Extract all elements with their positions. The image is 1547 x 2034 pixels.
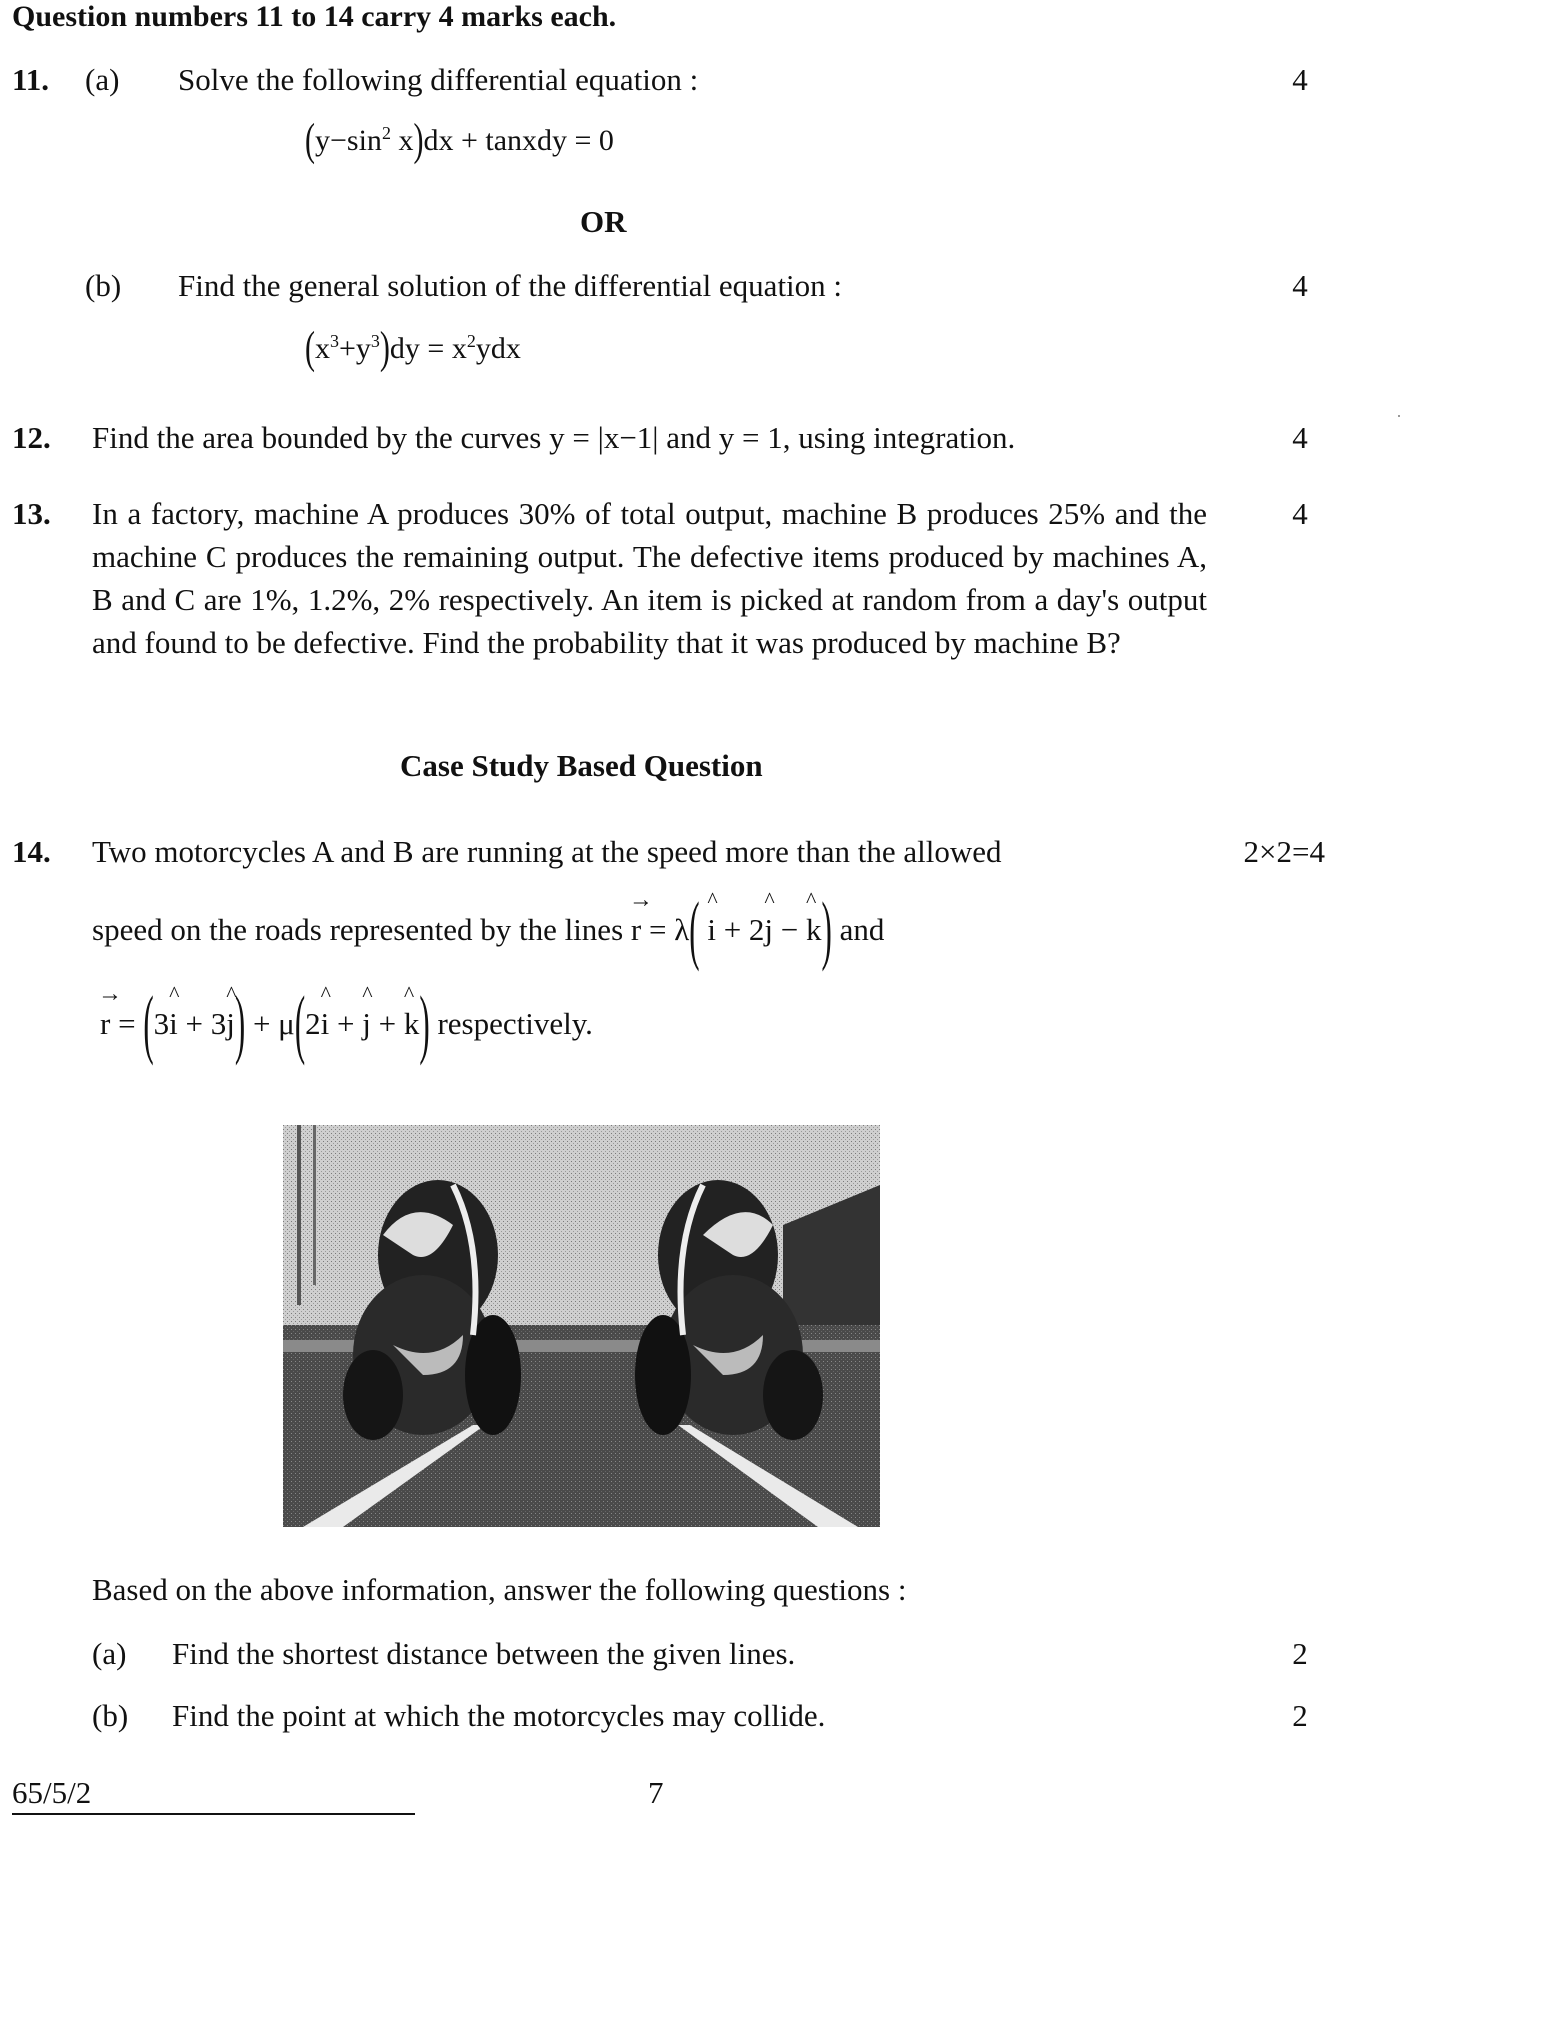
eq-term: + (378, 1006, 397, 1041)
section-instruction: Question numbers 11 to 14 carry 4 marks each. (12, 0, 617, 33)
paren-open: ( (143, 979, 154, 1067)
q12-text-after: and y = 1, using integration. (666, 420, 1016, 455)
unit-vector-k (403, 981, 420, 1042)
paren-close: ) (419, 979, 430, 1067)
paren-open: ( (305, 115, 315, 165)
scan-speck (1398, 415, 1400, 417)
eq-term: j (362, 1006, 371, 1041)
eq-term: −sin (330, 124, 382, 157)
q14-marks: 2×2=4 (1243, 834, 1325, 869)
hat-icon: ^ (806, 887, 817, 912)
eq-term: and (839, 912, 885, 947)
q14-part-b-text: Find the point at which the motorcycles may collide. (172, 1698, 826, 1733)
paper-code: 65/5/2 (12, 1775, 92, 1810)
paren-open: ( (294, 979, 306, 1067)
q12-marks: 4 (1292, 420, 1308, 455)
eq-term: = λ (648, 912, 690, 947)
eq-term: i (169, 1006, 178, 1041)
eq-term: i (707, 912, 716, 947)
q14-part-a-label: (a) (92, 1636, 127, 1671)
eq-term: y (315, 124, 330, 157)
eq-term: x (390, 124, 414, 157)
vector-arrow-icon: → (628, 887, 653, 913)
case-study-heading: Case Study Based Question (400, 748, 763, 783)
question-number-13: 13. (12, 496, 51, 531)
vector-r (628, 887, 653, 948)
vector-arrow-icon: → (98, 981, 122, 1007)
q14-line2 (92, 885, 885, 973)
hat-icon: ^ (362, 981, 373, 1006)
eq-term: + 2 (723, 912, 765, 947)
eq-term: x (315, 332, 330, 365)
motorcycles-image (283, 1125, 880, 1527)
q11-b-marks: 4 (1292, 268, 1308, 303)
eq-term: k (806, 912, 822, 947)
q12-text (92, 420, 1015, 456)
q14-line2-text: speed on the roads represented by the lines (92, 912, 624, 947)
q13-marks: 4 (1292, 496, 1308, 531)
eq-term: 3 (153, 1006, 170, 1041)
hat-icon: ^ (320, 981, 331, 1006)
or-divider: OR (580, 204, 627, 239)
hat-icon: ^ (226, 981, 237, 1006)
q14-line1: Two motorcycles A and B are running at the speed more than the allowed (92, 834, 1002, 869)
eq-term: j (226, 1006, 235, 1041)
q11-part-a-text: Solve the following differential equation : (178, 62, 699, 97)
q12-text-before: Find the area bounded by the curves (92, 420, 542, 455)
unit-vector-j (362, 981, 373, 1042)
eq-term: dx + tanxdy = 0 (423, 124, 614, 157)
unit-vector-k (806, 887, 822, 948)
q12-curve: y = |x−1| (549, 420, 659, 455)
question-number-11: 11. (12, 62, 50, 97)
footer-rule (12, 1813, 415, 1815)
eq-term: − (780, 912, 799, 947)
eq-exponent: 2 (381, 123, 391, 144)
eq-exponent: 3 (330, 331, 339, 352)
paren-open: ( (305, 323, 315, 373)
q11-part-b-label: (b) (85, 268, 122, 303)
unit-vector-j (764, 887, 775, 948)
eq-term: + 3 (185, 1006, 227, 1041)
unit-vector-i (169, 981, 180, 1042)
eq-exponent: 2 (466, 331, 476, 352)
hat-icon: ^ (169, 981, 180, 1006)
q14-part-a-text: Find the shortest distance between the given lines. (172, 1636, 796, 1671)
eq-term: 2 (305, 1006, 321, 1041)
eq-term: k (403, 1006, 420, 1041)
hat-icon: ^ (764, 887, 775, 912)
q14-part-b-label: (b) (92, 1698, 129, 1733)
eq-term: dy = x (389, 332, 467, 365)
paren-close: ) (234, 979, 246, 1067)
eq-term: + (337, 1006, 355, 1041)
page-number: 7 (648, 1775, 664, 1810)
eq-term: respectively. (437, 1006, 593, 1041)
q11-a-equation (305, 115, 614, 165)
question-number-14: 14. (12, 834, 51, 869)
paren-close: ) (379, 323, 390, 373)
q14-line3 (98, 979, 593, 1067)
eq-term: ydx (475, 332, 521, 365)
question-number-12: 12. (12, 420, 51, 455)
eq-term: j (764, 912, 774, 947)
eq-term: i (320, 1006, 330, 1041)
eq-term: + μ (252, 1006, 295, 1041)
q14-part-b-marks: 2 (1292, 1698, 1308, 1733)
q14-prompt: Based on the above information, answer the following questions : (92, 1572, 907, 1607)
hat-icon: ^ (707, 887, 718, 912)
eq-term: +y (339, 332, 371, 365)
q11-a-marks: 4 (1292, 62, 1308, 97)
paren-close: ) (821, 885, 832, 973)
unit-vector-i (320, 981, 331, 1042)
motorcycles-figure (283, 1125, 880, 1527)
hat-icon: ^ (403, 981, 415, 1006)
unit-vector-j (226, 981, 237, 1042)
eq-term: r (100, 1006, 111, 1041)
q11-part-a-label: (a) (85, 62, 120, 97)
q11-part-b-text: Find the general solution of the differential equation : (178, 268, 843, 303)
q14-part-a-marks: 2 (1292, 1636, 1308, 1671)
q13-text: In a factory, machine A produces 30% of total output, machine B produces 25% and the machine C produces the remaining output. The defective items produced by machines A, B and C are 1%, 1.2%, 2% respectively. An item is picked at random from a day's output and found to be defective. Find the probability that it was produced by machine B? (92, 496, 1207, 660)
eq-term: = (118, 1006, 136, 1041)
q11-b-equation (305, 323, 521, 373)
eq-exponent: 3 (370, 331, 380, 352)
unit-vector-i (707, 887, 718, 948)
paren-close: ) (413, 115, 424, 165)
paren-open: ( (689, 885, 700, 973)
vector-r (98, 981, 122, 1042)
eq-term: r (630, 912, 642, 947)
